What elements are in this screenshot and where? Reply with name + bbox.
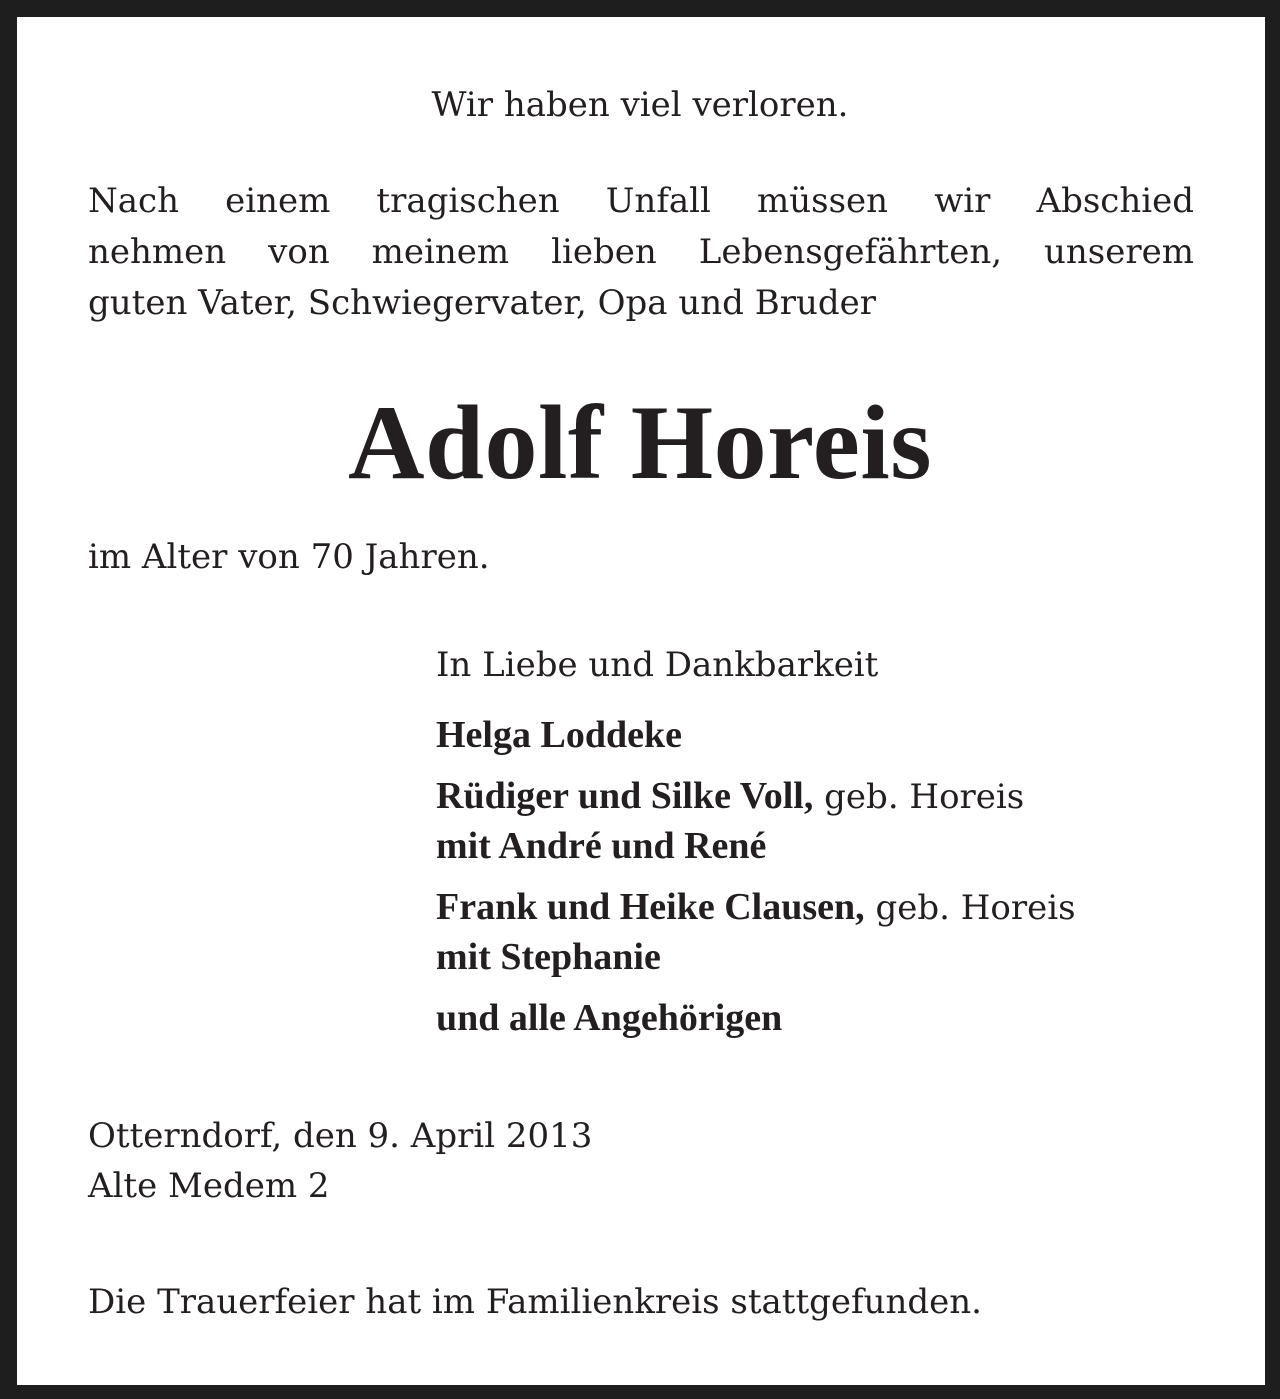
mourner-line bbox=[436, 771, 1024, 823]
mourner-children: mit André und René bbox=[436, 825, 767, 867]
mourner-name: Helga Loddeke bbox=[436, 714, 682, 756]
place-date: Otterndorf, den 9. April 2013 bbox=[88, 1116, 593, 1156]
paragraph-line: guten Vater, Schwiegervater, Opa und Bruder bbox=[88, 283, 876, 323]
mourner-line bbox=[436, 882, 1076, 934]
paragraph-line: nehmen von meinem lieben Lebensgefährten, unserem bbox=[88, 232, 1194, 272]
deceased-name: Adolf Horeis bbox=[347, 384, 933, 501]
paragraph-line: Nach einem tragischen Unfall müssen wir Abschied bbox=[88, 181, 1194, 221]
other-relatives: und alle Angehörigen bbox=[436, 997, 783, 1039]
announcement-paragraph bbox=[88, 176, 1194, 329]
mourner-children: mit Stephanie bbox=[436, 936, 661, 978]
opening-line: Wir haben viel verloren. bbox=[431, 85, 849, 125]
closing-phrase: In Liebe und Dankbarkeit bbox=[436, 645, 879, 685]
age-line: im Alter von 70 Jahren. bbox=[88, 537, 490, 577]
maiden-name-note: geb. Horeis bbox=[813, 777, 1025, 817]
funeral-note: Die Trauerfeier hat im Familienkreis stattgefunden. bbox=[88, 1282, 982, 1322]
mourner-names: Rüdiger und Silke Voll, bbox=[436, 775, 814, 817]
maiden-name-note: geb. Horeis bbox=[864, 888, 1076, 928]
mourner-names: Frank und Heike Clausen, bbox=[436, 886, 865, 928]
address: Alte Medem 2 bbox=[88, 1166, 330, 1206]
